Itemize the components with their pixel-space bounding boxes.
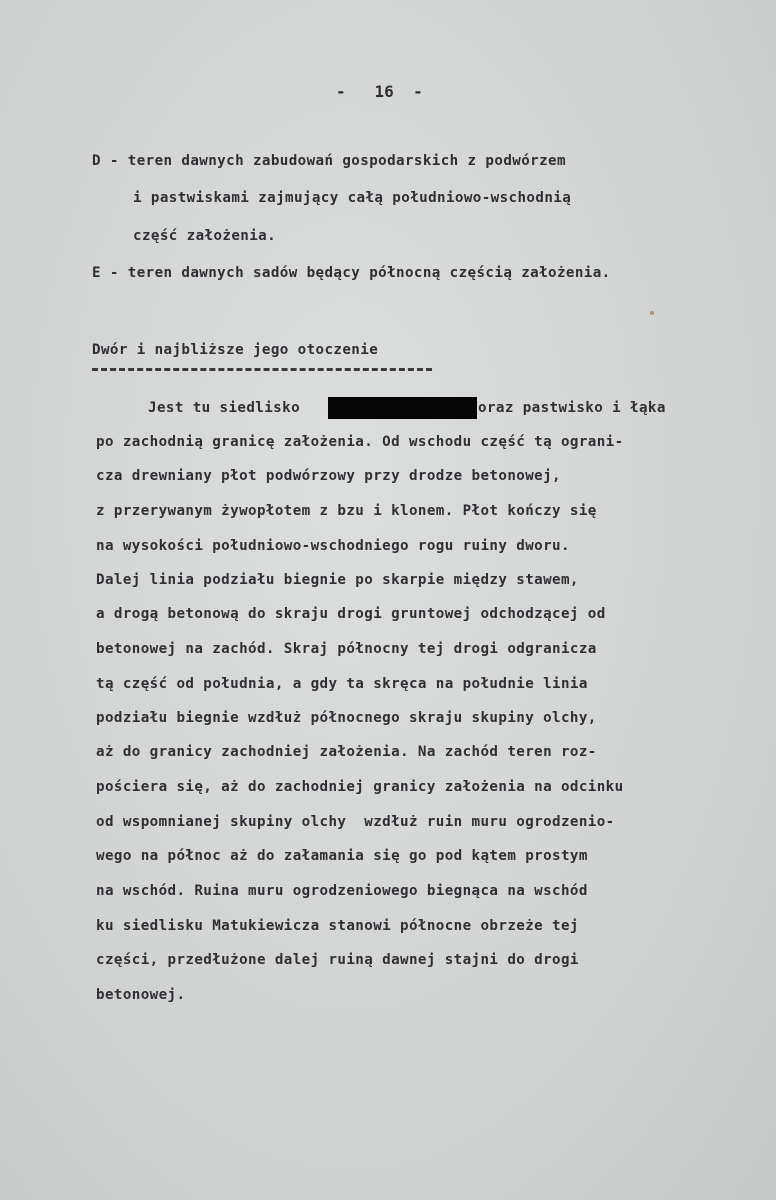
list-item-d-line-3: część założenia. [133,228,277,244]
paragraph-line: wego na północ aż do załamania się go pod kątem prostym [96,848,588,864]
paragraph-line: podziału biegnie wzdłuż północnego skraju skupiny olchy, [96,710,597,726]
paragraph-line: od wspomnianej skupiny olchy wzdłuż ruin muru ogrodzenio- [96,814,615,830]
paragraph-line: a drogą betonową do skraju drogi gruntowej odchodzącej od [96,606,606,622]
paragraph-line: części, przedłużone dalej ruiną dawnej stajni do drogi [96,952,579,968]
paragraph-line: aż do granicy zachodniej założenia. Na zachód teren roz- [96,744,597,760]
paragraph-line: tą część od południa, a gdy ta skręca na południe linia [96,676,588,692]
paragraph-line: pościera się, aż do zachodniej granicy założenia na odcinku [96,779,624,795]
list-item-d-line-2: i pastwiskami zajmujący całą południowo-wschodnią [133,190,572,206]
paragraph-line: betonowej na zachód. Skraj północny tej drogi odgranicza [96,641,597,657]
redaction-block [328,397,477,419]
paragraph-line-1-end: oraz pastwisko i łąka [478,400,666,416]
section-heading-underline [92,368,432,371]
paragraph-line: betonowej. [96,987,186,1003]
paragraph-line-1-start: Jest tu siedlisko [148,400,301,416]
paragraph-line: po zachodnią granicę założenia. Od wschodu część tą ograni- [96,434,624,450]
paragraph-line: cza drewniany płot podwórzowy przy drodze betonowej, [96,468,561,484]
paragraph-line: z przerywanym żywopłotem z bzu i klonem. Płot kończy się [96,503,597,519]
paragraph-line: na wschód. Ruina muru ogrodzeniowego biegnąca na wschód [96,883,588,899]
page-number: - 16 - [336,82,423,101]
paragraph-line: Dalej linia podziału biegnie po skarpie między stawem, [96,572,579,588]
section-heading: Dwór i najbliższe jego otoczenie [92,342,379,358]
paragraph-line: na wysokości południowo-wschodniego rogu ruiny dworu. [96,538,570,554]
list-item-d-line-1: D - teren dawnych zabudowań gospodarskich z podwórzem [92,153,566,169]
paragraph-line: ku siedlisku Matukiewicza stanowi północne obrzeże tej [96,918,579,934]
paper-speck [650,311,654,315]
list-item-e-line-1: E - teren dawnych sadów będący północną częścią założenia. [92,265,611,281]
